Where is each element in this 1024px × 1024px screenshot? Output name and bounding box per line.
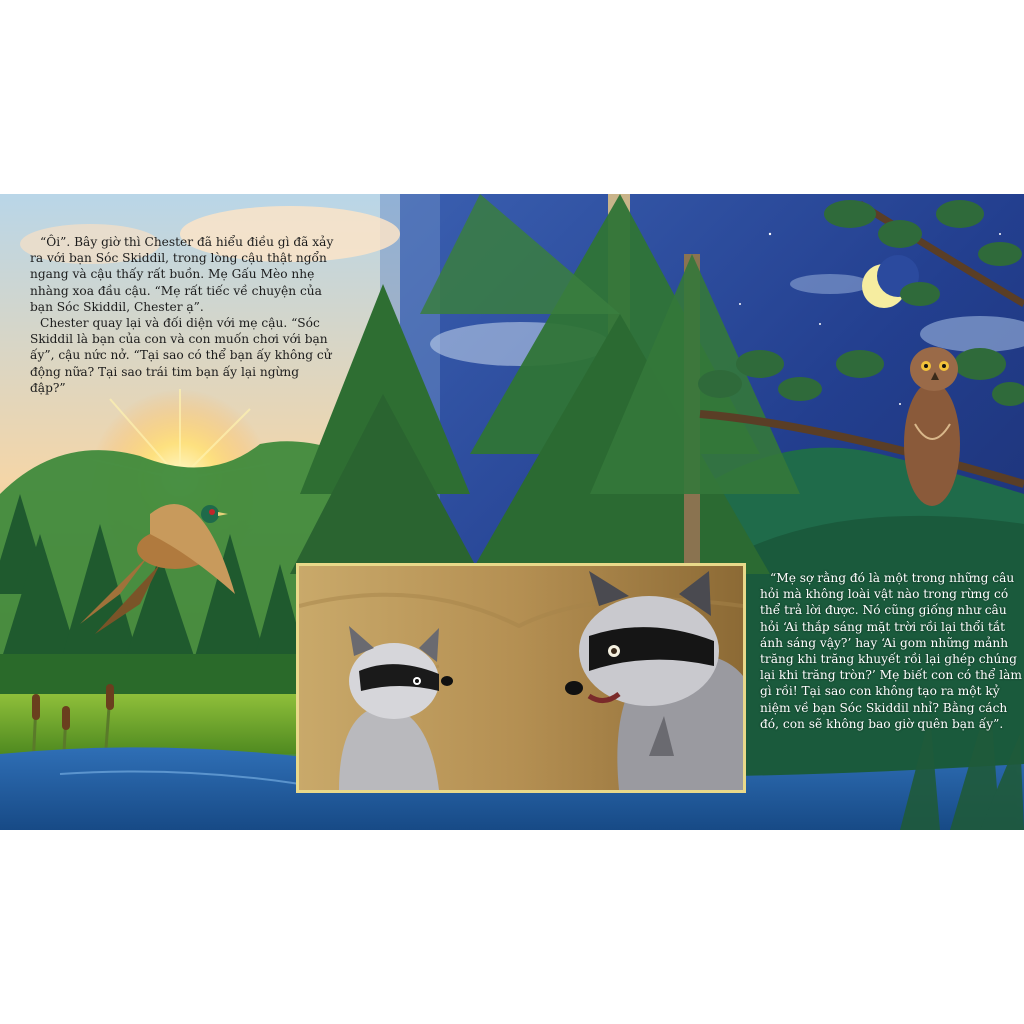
paragraph-1: “Ôi”. Bây giờ thì Chester đã hiểu điều gì đã xảy ra với bạn Sóc Skiddil, trong lòng cậu thật ngổn ngang và cậu thấy rất buồn. Mẹ Gấu Mèo nhẹ nhàng xoa đầu cậu. “Mẹ rất tiếc về chuyện của bạn Sóc Skiddil, Chester ạ”. <box>30 235 334 314</box>
raccoons-illustration <box>299 566 743 790</box>
story-text-right <box>760 570 1024 732</box>
paragraph-2: Chester quay lại và đối diện với mẹ cậu. “Sóc Skiddil là bạn của con và con muốn chơi với bạn ấy”, cậu nức nở. “Tại sao có thể bạn ấy không cử động nữa? Tại sao trái tim bạn ấy lại ngừng đập?” <box>30 316 332 395</box>
inset-illustration-frame <box>296 563 746 793</box>
owl <box>904 347 960 506</box>
storybook-spread <box>0 194 1024 830</box>
story-text-left <box>30 234 335 396</box>
paragraph-3: “Mẹ sợ rằng đó là một trong những câu hỏi mà không loài vật nào trong rừng có thể trả lời được. Nó cũng giống như câu hỏi ‘Ai thắp sáng mặt trời rồi lại thổi tắt ánh sáng vậy?’ hay ‘Ai gom những mảnh trăng khi trăng khuyết rồi lại ghép chúng lại khi trăng tròn?’ Mẹ biết con có thể làm gì rồi! Tại sao con không tạo ra một kỷ niệm về bạn Sóc Skiddil nhỉ? Bằng cách đó, con sẽ không bao giờ quên bạn ấy”. <box>760 571 1022 731</box>
